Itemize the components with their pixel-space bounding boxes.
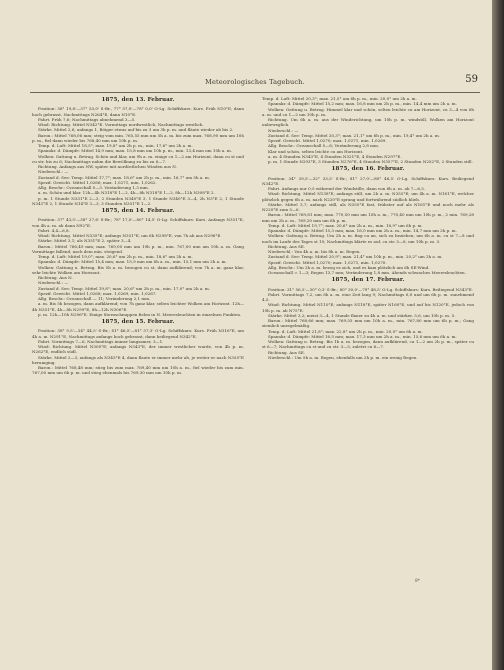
entry-paragraph: Spezif. Gewicht. Mittel 1,0266; max. 1,0271, min. 1,0262. <box>38 179 157 185</box>
entry-paragraph: Allg. Beschr.: Oceanschall 0—8; Veränderung 2,8 mm. <box>268 143 380 149</box>
header-rule <box>30 92 480 93</box>
entry-paragraph: a. m. Schön und klar. 12h—4h N318°E 1—2, 4h—8h N318°E 1—2, 8h—12h N308°E 2. <box>38 190 215 196</box>
entry-paragraph: Spannkr. d. Dämpfe: Mittel 14,9 mm; max. 15,8 mm um 10h p. m., min. 13,4 mm um 10h a. m. <box>38 148 233 154</box>
entry-paragraph: Allg. Beschr.: Oceanschall 0—3. Veränderung 1,3 mm. <box>38 185 150 190</box>
entry-paragraph: Zustand d. See: Temp. Mittel 17,7°; max. 18,6° um 2h p. m., min. 16,7° um 5h a. m. <box>38 174 210 180</box>
entry-paragraph: Richtung. Aus SE. <box>268 243 306 249</box>
diary-entry <box>32 209 244 317</box>
entry-paragraph: Richtung. Aus N. <box>38 275 73 280</box>
entry-date-heading: 1875, den 17. Februar. <box>331 277 405 284</box>
entry-paragraph: Stärke. Mittel 3,1; als N351°E 2, später 3—4. <box>38 238 132 244</box>
entry-paragraph: Richtung. Um 6h a. m. aus der Winderichtung, um 10h p. m. windstill, Wolken am Horizont unbeweglich. <box>262 117 474 128</box>
entry-paragraph: Fahrt. Anfangs nur 0,5 während der Windstille, dann von 6h a. m. ab 7—6,5. <box>268 186 426 191</box>
running-title: Meteorologisches Tagebuch. <box>205 78 305 86</box>
entry-paragraph: Position: 36° 19,6'—37° 53,0' S-Br., 77° 57,0'—78° 0,0' O-Lg. Schiffskurs: Kurs. Früh N10°E, dann hoch gebrasst, Nachmittags N264°E, dann N10°E. <box>32 106 244 117</box>
entry-paragraph: Position: 38° 9,5'—34° 44,5' S-Br.; 81° 46,5'—81° 57,3' O-Lg. Schiffskurs: Kurs. Früh N316°E, um 4h a. m. N291°E, Nachmittags anfangs hoch gebrasst, dann beiliegend N342°E. <box>32 328 244 339</box>
entry-paragraph: Position: 37° 43,5'—38° 27,6' S-Br.; 78° 17,0'—80° 14,5' O-Lg. Schiffskurs: Kurs. Anfangs N351°E, von 4h a. m. ab dann N92°E. <box>32 217 244 228</box>
entry-paragraph: Wolken: Gattung u. Betrag. Himmel klar und schön, selten leichte cu am Horizont, cu 3—4 von 6h a. m. und cu 1—2 um 10h p. m. <box>262 106 474 117</box>
entry-paragraph: Wind: Richtung. Mittel N335°E; anfangs N351°E, um 6h N298°E, von 7h ab aus N296°E. <box>38 233 222 238</box>
diary-entry <box>262 278 474 360</box>
entry-paragraph: Wind: Richtung. Mittel N138°E; anfangs still, um 2h a. m. N355°E; um 4h a. m. N161°E, welcher plötzlich gegen 6h a. m. nach N220°E sprang und fortwährend südlich blieb. <box>262 191 474 202</box>
page-number: 59 <box>465 74 478 85</box>
entry-paragraph: Stärke. Mittel 2,6; anfangs 1, Böiger etwas auf bis zu 3 um 3h p. m. und fläute wieder ab bis 2. <box>38 127 234 133</box>
entry-paragraph: Niederschl.: Um 5h a. m. Regen, ebenfalls um 2h p. m. ein wenig Regen. <box>268 354 418 360</box>
entry-paragraph: Niederschl.: — <box>268 127 299 133</box>
entry-paragraph: Baron.: Mittel 768,48 mm; stieg bis zum max. 769,40 mm um 10h a. m., fiel wieder bis zum min. 767,00 mm um 6h p. m. und stieg ebenmals bis 769,30 mm um 10h p. m. <box>32 365 244 376</box>
entry-paragraph: Wolken: Gattung u. Betrag. Schön und klar, um 9h a. m. einige cu 1—2 am Horizont, dann cu st und cu str, bis zu 6; Nachmittags nahm die Bewölkung zu bis zu 6—7. <box>32 153 244 164</box>
entry-paragraph: Niederschl.: — <box>38 280 69 286</box>
entry-paragraph: Klar und schön, selten leichte cu am Horizont. <box>268 148 364 154</box>
entry-date-heading: 1875, den 15. Februar. <box>101 319 175 325</box>
entry-paragraph: Spezif. Gewicht. Mittel 1,0270; max. 1,0271, min. 1,0270. <box>268 259 387 265</box>
entry-paragraph: Spannkr. d. Dämpfe: Mittel 16,5 mm; max. 17,3 mm um 2h a. m., min. 15,6 mm um 6h a. m. <box>268 333 457 339</box>
entry-paragraph: Wolken: Gattung u. Betrag. Um 2h a. m. fing cu an, sich zu beziehen; um 6h a. m. cu st 7—8 und noch im Laufe des Tages st 10; Nachmittags klärte es auf, cu str. 5—6, um 10h p. m. 3. <box>262 233 474 244</box>
entry-paragraph: Zustand d. See: Temp. Mittel 20,9°; max. 21,4° um 10h p. m., min. 20,2° um 2h a. m. <box>268 254 443 260</box>
entry-paragraph: Baron.: Mittel 769,81 mm; max. 770,50 mm um 10h a. m., 770,40 mm um 10h p. m., 2 min. 769,28 mm um 2h a. m., 769,20 mm um 6h p. m. <box>262 212 474 223</box>
entry-paragraph: Niederschl.: Von 4h a. m. bis 8h a. m. Regen. <box>268 249 361 254</box>
entry-paragraph: Niederschl.: — <box>38 169 69 175</box>
entry-paragraph: Wind: Richtung. Mittel N300°E; anfangs N343°E, der immer westlicher wurde, von 4h p. m. N262°E, endlich südl. <box>32 344 244 355</box>
entry-paragraph: Baron.: Mittel 768,06 mm; steig vom min. 765,55 mm um 5h a. m. bis zum max. 768,90 mm um 10h p. m., fiel dann wieder bis 768,40 mm um 10h p. m. <box>32 132 244 143</box>
entry-paragraph: Temp. d. Luft: Mittel 21,8°; max. 22,8° um 2h p. m., min. 20,0° um 6h a. m. <box>268 328 423 334</box>
entry-paragraph: Spannkr. d. Dämpfe: Mittel 15,2 mm; max. 16,8 mm um 2h p. m., min. 14,4 mm um 2h a. m. <box>268 101 457 107</box>
entry-paragraph: Fahrt. Früh 7,6; Nachmittags abnehmend 3—5. <box>38 116 136 122</box>
signature-mark: 8* <box>415 578 420 583</box>
diary-entry <box>32 320 244 376</box>
entry-paragraph: Fahrt. 4,4—6,8. <box>38 227 70 233</box>
entry-paragraph: Temp. d. Luft: Mittel 20,3°; max. 21,5° um 6h p. m., min. 20,0° um 2h a. m. <box>262 96 417 101</box>
entry-paragraph: Spezif. Gewicht. Mittel 1,0268; max. 1,0269, min. 1,0267. <box>38 290 157 296</box>
entry-paragraph: Stärke. Mittel 3,7; anfangs still, als N355°E fast, frühster auf als N161°E und noch mehr als N220°E zum 5—6. <box>262 201 474 212</box>
entry-paragraph: Oceanschall = 1—3; Regen 13,7 mm; Veränderung 1,8 mm. Abends schwaches Meeresleuchten. <box>268 270 466 275</box>
entry-paragraph: Baron.: Mittel 768,66 mm; max. 769,55 mm um 10h a. m., min. 767,80 mm um 6h p. m.; Gang ziemlich unregelmäßig. <box>262 318 474 329</box>
book-binding <box>492 0 504 670</box>
entry-date-heading: 1875, den 14. Februar. <box>101 208 175 214</box>
running-header <box>30 74 480 92</box>
entry-date-heading: 1875, den 16. Februar. <box>331 166 405 173</box>
entry-paragraph: Fahrt. Vormittags 7,2, um 8h a. m. eine Zeit lang 9; Nachmittags 6,0 und um 6h p. m. zunehmend 4,5. <box>262 291 474 302</box>
entry-paragraph: Zustand d. See: Temp. Mittel 20,3°; max. 21,1° um 6h p. m., min. 19,4° um 2h a. m. <box>268 132 440 138</box>
entry-paragraph: Stärke. Mittel 2—3, anfangs als N343°E 4, dann flaute er immer mehr ab, je weiter er nach N355°E herumging. <box>32 354 244 365</box>
entry-paragraph: Position: 34° 39,5'—32° 33,5' S-Br.; 81° 27,0'—80° 46,5' O-Lg. Schiffskurs: Kurs. Beiliegend N342°E. <box>262 175 474 186</box>
entry-paragraph: Wind: Richtung. Mittel N110°E; anfangs N118°E, später N160°E, und auf bis N120°E, jedoch von 10h p. m. ab N75°E. <box>262 302 474 313</box>
diary-entry <box>262 96 474 164</box>
entry-paragraph: Fahrt. Vormittags 7—6, Nachmittags immer langsamer, 3—1. <box>38 338 164 344</box>
entry-paragraph: Baron.: Mittel 766,49 mm; max. 769,00 mm um 10h p. m., min. 767,00 mm um 10h a. m. Gang Vormittage fallend, nach dem min. steigend. <box>32 243 244 254</box>
entry-paragraph: Temp. d. Luft: Mittel 19,7°; max. 20,6° um 2h a. m., min. 18,9° um 6h p. m. <box>268 222 423 228</box>
entry-paragraph: a. m. 4 Stunden N343°E, 4 Stunden N321°E, 4 Stunden N297°E. <box>268 153 402 159</box>
diary-entry <box>262 167 474 275</box>
entry-paragraph: p. m. 1 Stunde N293°E, 3 Stunden N276°E, 4 Stunden N357°E, 2 Stunden N252°E, 2 Stunden still. <box>268 159 473 164</box>
entry-paragraph: Allg. Beschr.: Um 2h a. m. bezog es sich, und es kam plötzlich um 6h SE-Wind. <box>268 264 430 270</box>
entry-paragraph: Spannkr. d. Dämpfe: Mittel 15,4 mm; max. 15,9 mm um 6h a. m., min. 15,1 mm um 2h a. m. <box>38 259 227 265</box>
entry-paragraph: p. m. 12h—10h N296°E. Einige Sternschnuppen fielen in N. Meeresleuchten in einzelnen Punkten. <box>38 311 242 317</box>
entry-paragraph: Wolken: Gattung u. Betrag. Bis 1h a. m. bezogen, dann aufklärend, cu 1—2 um 2h p. m., später cu st 6—7; Nachmittags cu st und cu str. 3—5, zuletzt cu 6—7. <box>262 339 474 350</box>
right-column <box>262 96 474 363</box>
entry-paragraph: p. m. 1 Stunde N331°E 2—3, 2 Stunden N340°E 3, 1 Stunde N340°E 3—4, 2h N3°E 2, 1 Stunde N341°E 2, 1 Stunde N14°E 3—3, 3 Stunden N351°E 1—2. <box>32 195 244 206</box>
entry-paragraph: Wolken: Gattung u. Betrag. Bis 5h a. m. bezogen cu st, dann aufklärend; von 7h a. m. ganz klar, sehr leichte Wolken am Horizont. <box>32 264 244 275</box>
diary-entry <box>32 98 244 206</box>
entry-paragraph: Wind: Richtung. Mittel N342°E. Vormittags nordwestlich, Nachmittags westlich. <box>38 122 204 127</box>
entry-paragraph: Temp. d. Luft: Mittel 18,5°; max. 19,8° um 2h p. m., min. 17,6° um 2h a. m. <box>38 143 193 148</box>
entry-paragraph: Position: 31° 56,5'—30° 0,3' S-Br.; 80° 30,0'—79° 48,5' O-Lg. Schiffskurs: Kurs. Beiliegend N343°E. <box>268 286 474 292</box>
left-column <box>32 96 244 379</box>
entry-date-heading: 1875, den 13. Februar. <box>101 97 175 103</box>
entry-paragraph: Spannkr. d. Dämpfe: Mittel 15,3 mm; max. 16,0 mm um 2h a. m., min. 14,7 mm um 2h p. m. <box>268 228 457 233</box>
entry-paragraph: Richtung. Anfangs aus NW, später mit nordöstlichen Winden aus N. <box>38 164 177 169</box>
entry-paragraph: Zustand d. See: Temp. Mittel 19,8°; max. 20,6° um 2h p. m., min. 17,0° um 2h a. m. <box>38 285 210 291</box>
entry-paragraph: Allg. Beschr.: Oceanschall — 11; Veränderung 2,1 mm. <box>38 296 151 301</box>
entry-paragraph: a. m. Bis 5h bezogen, dann aufklärend; von 7h ganz klar, selten leichter Wolken am Horizont. 12h—4h N351°E, 4h—8h N299°E, 8h—12h N306°E. <box>32 301 244 312</box>
entry-paragraph: Richtung. Aus SE. <box>268 349 306 355</box>
entry-paragraph: Temp. d. Luft: Mittel 19,0°; max. 20,6° um 2h p. m., min. 18,6° um 2h a. m. <box>38 254 193 259</box>
entry-paragraph: Spezif. Gewicht. Mittel 1,0270; max. 1,0271, min. 1,0269. <box>268 138 387 143</box>
entry-paragraph: Stärke. Mittel 3,2; meist 3—4, 1 Stunde flauer zu 4h a. m. und stärker, 5,6, um 10h p. m. 5. <box>268 312 456 318</box>
